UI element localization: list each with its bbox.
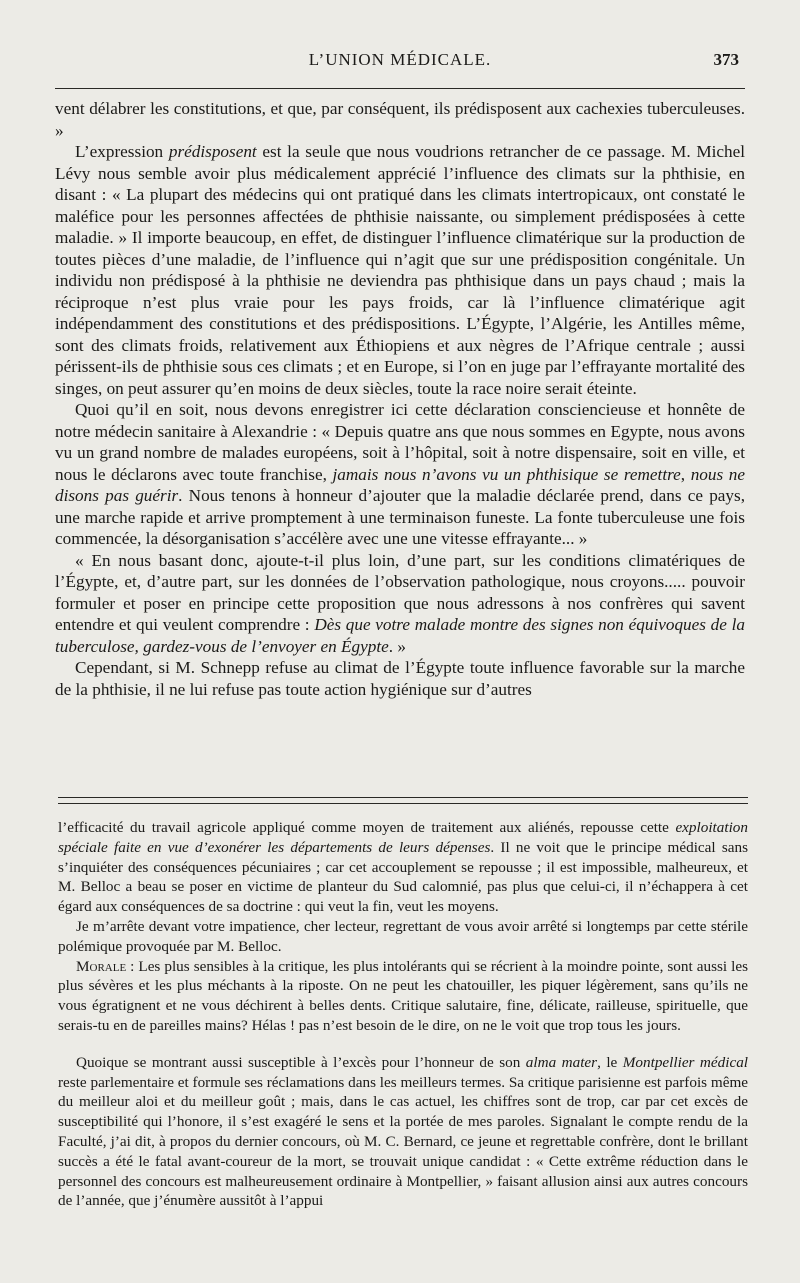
paragraph: Cependant, si M. Schnepp refuse au climat de l’Égypte toute influence favorable sur la marche de la phthisie, il ne lui refuse pas toute action hygiénique sur d’autres: [55, 658, 745, 699]
main-text: [55, 98, 745, 700]
small-caps-text: Morale: [76, 957, 127, 975]
page-number: 373: [713, 50, 739, 69]
italic-text: alma mater: [525, 1053, 598, 1071]
paragraph: L’expression prédisposent est la seule que nous voudrions retrancher de ce passage. M. Michel Lévy nous semble avoir plus médicalement apprécié l’influence des climats sur la phthisie, en disant : « La plupart des médecins qui ont pratiqué dans les climats intertropicaux, ont constaté le maléfice pour les personnes affectées de phthisie naissante, ou simplement prédisposées à cette maladie. » Il importe beaucoup, en effet, de distinguer l’influence climatérique sur la production de toutes pièces d’une maladie, de l’influence qui n’agit que sur une prédisposition congénitale. Un individu non prédisposé à la phthisie ne deviendra pas phthisique dans un pays chaud ; mais la réciproque n’est plus vraie pour les pays froids, car là l’influence climatérique agit indépendamment des constitutions et des prédispositions. L’Égypte, l’Algérie, les Antilles même, sont des climats froids, relativement aux Éthiopiens et aux nègres de l’Afrique centrale ; aussi périssent-ils de phthisie sous ces climats ; et en Europe, si l’on en juge par l’effrayante mortalité des singes, on peut assurer qu’en moins de deux siècles, toute la race noire serait éteinte.: [55, 142, 745, 398]
running-header: [55, 50, 745, 86]
paragraph: vent délabrer les constitutions, et que, par conséquent, ils prédisposent aux cachexies tuberculeuses. »: [55, 99, 745, 140]
note-paragraph: Je m’arrête devant votre impatience, cher lecteur, regrettant de vous avoir arrêté si longtemps par cette stérile polémique provoquée par M. Belloc.: [58, 917, 748, 955]
paragraph: Quoi qu’il en soit, nous devons enregistrer ici cette déclaration consciencieuse et honnête de notre médecin sanitaire à Alexandrie : « Depuis quatre ans que nous sommes en Egypte, nous avons vu un grand nombre de malades européens, soit à l’hôpital, soit à notre dispensaire, soit en ville, et nous le déclarons avec toute franchise, jamais nous n’avons vu un phthisique se remettre, nous ne disons pas guérir. Nous tenons à honneur d’ajouter que la maladie déclarée prend, dans ce pays, une marche rapide et arrive promptement à une terminaison funeste. La fonte tuberculeuse une fois commencée, la désorganisation s’accélère avec une une vitesse effrayante... »: [55, 400, 746, 548]
spacer: [58, 1036, 748, 1053]
italic-text: nous ne disons pas guérir: [55, 464, 746, 505]
journal-title: L’UNION MÉDICALE.: [308, 50, 492, 69]
note-paragraph: Morale : Les plus sensibles à la critique, les plus intolérants qui se récrient à la moindre pointe, sont aussi les plus sévères et les plus méchants à la riposte. On ne peut les chatouiller, les piquer légèrement, sans qu’ils ne vous égratignent et ne vous déchirent à belles dents. Critique salutaire, fine, délicate, railleuse, spirituelle, que serais-tu en de pareilles mains? Hélas ! pas n’est besoin de le dire, on ne le voit que trop tous les jours.: [58, 957, 748, 1034]
italic-text: exploitation spéciale faite en vue d’exonérer les départements de leurs dépenses: [58, 819, 748, 856]
header-rule: [55, 88, 745, 89]
note-paragraph: l’efficacité du travail agricole appliqué comme moyen de traitement aux aliénés, repousse cette exploitation spéciale faite en vue d’exonérer les départements de leurs dépenses. Il ne voit que le principe médical sans s’inquiéter des conséquences pécuniaires ; car cet accouplement se repousse ; il est impossible, malheureux, et M. Belloc a beau se poser en victime de planteur du Sud calomnié, pas plus que celui-ci, il n’échappera à cet égard aux conséquences de sa doctrine : qui veut la fin, veut les moyens.: [58, 819, 748, 916]
italic-text: prédisposent: [168, 142, 257, 161]
footnote-text: [58, 818, 748, 1211]
italic-text: Montpellier médical: [622, 1053, 749, 1071]
paragraph: « En nous basant donc, ajoute-t-il plus loin, d’une part, sur les conditions climatériques de l’Égypte, et, d’autre part, sur les données de l’observation pathologique, nous croyons..... pouvoir formuler et poser en principe cette proposition que nous adressons à nos confrères qui savent entendre et qui veulent comprendre : Dès que votre malade montre des signes non équivoques de la tuberculose, gardez-vous de l’envoyer en Égypte. »: [55, 550, 745, 656]
note-paragraph: Quoique se montrant aussi susceptible à l’excès pour l’honneur de son alma mater, le Montpellier médical reste parlementaire et formule ses réclamations dans les meilleurs termes. Sa critique parisienne est parfois même du meilleur aloi et du meilleur goût ; mais, dans le cas actuel, les chiffres sont de trop, car par cet excès de susceptibilité qui l’honore, il s’est exagéré le sens et la portée de mes paroles. Signalant le compte rendu de la Faculté, j’ai dit, à propos du dernier concours, où M. C. Bernard, ce jeune et regrettable confrère, dont le brillant succès a été le fatal avant-coureur de la mort, se trouvait unique candidat : « Cette extrême réduction dans le personnel des concours est malheureusement ordinaire à Montpellier, » faisant allusion ainsi aux autres concours de l’année, que j’énumère aussitôt à l’appui: [58, 1053, 749, 1210]
footnote-separator: [58, 797, 748, 804]
italic-text: Dès que votre malade montre des signes non équivoques de la tuberculose, gardez-vous de l’envoyer en Égypte: [55, 615, 745, 656]
italic-text: jamais nous n’avons vu un phthisique se remettre: [332, 464, 681, 484]
